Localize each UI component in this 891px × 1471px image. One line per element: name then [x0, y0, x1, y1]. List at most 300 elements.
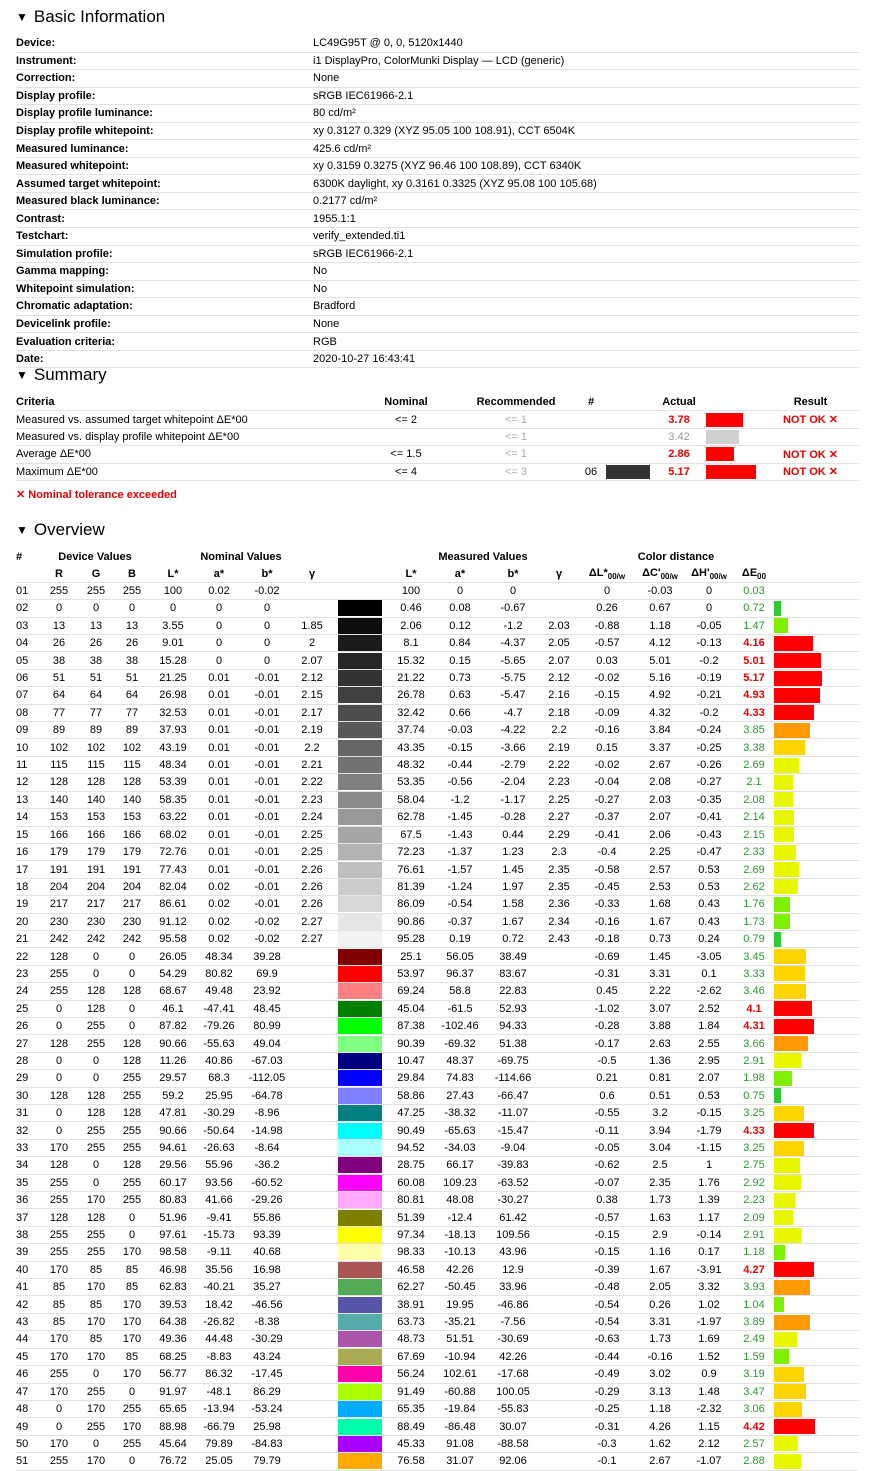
delta-c: 1.68	[636, 896, 684, 913]
delta-c: 2.06	[636, 826, 684, 843]
measured-gamma	[540, 600, 578, 617]
delta-h: 0.1	[684, 965, 734, 982]
nominal-gamma: 2.21	[292, 756, 332, 773]
nominal-gamma	[292, 1000, 332, 1017]
device-b: 0	[114, 1209, 150, 1226]
measured-gamma	[540, 1087, 578, 1104]
device-g: 170	[78, 1348, 114, 1365]
color-swatch	[338, 1331, 382, 1347]
delta-c: 3.13	[636, 1383, 684, 1400]
delta-e: 2.62	[734, 878, 774, 895]
basic-info-value: verify_extended.ti1	[313, 228, 859, 246]
nominal-b: -60.52	[242, 1174, 292, 1191]
delta-e-bar	[774, 1228, 801, 1243]
delta-l: -0.31	[578, 965, 636, 982]
device-b: 13	[114, 617, 150, 634]
basic-info-table	[16, 35, 859, 368]
nominal-gamma	[292, 1435, 332, 1452]
delta-l: -0.48	[578, 1279, 636, 1296]
measured-b: -9.04	[486, 1139, 540, 1156]
nominal-l: 29.56	[150, 1157, 196, 1174]
column-header: G	[78, 565, 114, 582]
overview-row	[16, 1400, 859, 1417]
device-r: 230	[40, 913, 78, 930]
overview-row	[16, 1209, 859, 1226]
device-b: 128	[114, 774, 150, 791]
device-g: 0	[78, 948, 114, 965]
color-swatch	[338, 1157, 382, 1173]
nominal-b: -53.24	[242, 1400, 292, 1417]
overview-group-header-row	[16, 549, 859, 565]
delta-h: -0.05	[684, 617, 734, 634]
overview-row	[16, 930, 859, 947]
device-g: 255	[78, 1418, 114, 1435]
device-r: 0	[40, 1105, 78, 1122]
measured-b: -17.68	[486, 1366, 540, 1383]
nominal-gamma: 2.22	[292, 774, 332, 791]
nominal-gamma	[292, 1366, 332, 1383]
collapse-triangle-icon[interactable]: ▼	[16, 368, 28, 382]
overview-row	[16, 948, 859, 965]
device-b: 128	[114, 983, 150, 1000]
nominal-b: 43.24	[242, 1348, 292, 1365]
nominal-l: 59.2	[150, 1087, 196, 1104]
nominal-b: -112.05	[242, 1070, 292, 1087]
summary-nominal	[356, 428, 456, 445]
delta-h: -3.05	[684, 948, 734, 965]
nominal-a: 68.3	[196, 1070, 242, 1087]
summary-section-header[interactable]	[16, 365, 107, 385]
column-header: L*	[388, 565, 434, 582]
device-g: 170	[78, 1192, 114, 1209]
measured-b: -88.58	[486, 1435, 540, 1452]
basic-section-title: Basic Information	[33, 7, 166, 26]
patch-number: 17	[16, 861, 40, 878]
measured-gamma	[540, 1244, 578, 1261]
device-b: 170	[114, 1296, 150, 1313]
measured-l: 88.49	[388, 1418, 434, 1435]
patch-number: 35	[16, 1174, 40, 1191]
basic-info-row	[16, 70, 859, 88]
nominal-gamma	[292, 948, 332, 965]
basic-info-value: xy 0.3127 0.329 (XYZ 95.05 100 108.91), CCT 6504K	[313, 122, 859, 140]
delta-h: -2.62	[684, 983, 734, 1000]
measured-l: 94.52	[388, 1139, 434, 1156]
measured-a: -34.03	[434, 1139, 486, 1156]
delta-e: 1.98	[734, 1070, 774, 1087]
delta-h: -2.32	[684, 1400, 734, 1417]
delta-e-bar	[774, 932, 781, 947]
device-g: 204	[78, 878, 114, 895]
device-g: 255	[78, 1226, 114, 1243]
patch-number: 47	[16, 1383, 40, 1400]
measured-l: 67.5	[388, 826, 434, 843]
delta-l: -0.57	[578, 1209, 636, 1226]
basic-info-row	[16, 350, 859, 368]
measured-l: 86.09	[388, 896, 434, 913]
patch-number: 04	[16, 635, 40, 652]
delta-e-bar	[774, 1036, 808, 1051]
measured-gamma: 2.2	[540, 722, 578, 739]
measured-l: 32.42	[388, 704, 434, 721]
measured-b: 1.45	[486, 861, 540, 878]
measured-l: 95.28	[388, 930, 434, 947]
delta-l: -0.62	[578, 1157, 636, 1174]
device-b: 255	[114, 1139, 150, 1156]
measured-l: 76.61	[388, 861, 434, 878]
summary-nominal: <= 1.5	[356, 446, 456, 463]
delta-e-bar	[774, 1019, 814, 1034]
nominal-l: 54.29	[150, 965, 196, 982]
delta-c: -0.03	[636, 582, 684, 599]
measured-l: 43.35	[388, 739, 434, 756]
collapse-triangle-icon[interactable]: ▼	[16, 10, 28, 24]
patch-number: 29	[16, 1070, 40, 1087]
summary-patch-number: 06	[576, 463, 606, 480]
measured-gamma: 2.23	[540, 774, 578, 791]
overview-row	[16, 1122, 859, 1139]
delta-e-bar	[774, 618, 788, 633]
delta-c: 1.18	[636, 617, 684, 634]
measured-b: 52.93	[486, 1000, 540, 1017]
overview-row	[16, 704, 859, 721]
delta-c: 2.08	[636, 774, 684, 791]
nominal-b: -0.01	[242, 722, 292, 739]
delta-e-bar	[774, 810, 794, 825]
color-swatch	[338, 1140, 382, 1156]
color-swatch	[338, 931, 382, 947]
delta-c: 1.67	[636, 913, 684, 930]
delta-l: 0.45	[578, 983, 636, 1000]
basic-info-row	[16, 140, 859, 158]
measured-b: -5.75	[486, 669, 540, 686]
delta-e: 0.75	[734, 1087, 774, 1104]
delta-c: 1.18	[636, 1400, 684, 1417]
delta-c: 3.31	[636, 965, 684, 982]
nominal-b: -36.2	[242, 1157, 292, 1174]
device-r: 13	[40, 617, 78, 634]
device-b: 128	[114, 1052, 150, 1069]
basic-info-row	[16, 122, 859, 140]
nominal-b: 49.04	[242, 1035, 292, 1052]
summary-patch-swatch	[606, 465, 650, 479]
measured-l: 60.08	[388, 1174, 434, 1191]
overview-row	[16, 1331, 859, 1348]
summary-criteria: Maximum ΔE*00	[16, 463, 356, 480]
measured-a: 74.83	[434, 1070, 486, 1087]
device-r: 255	[40, 1453, 78, 1470]
measured-a: 109.23	[434, 1174, 486, 1191]
delta-e-bar	[774, 862, 799, 877]
measured-gamma	[540, 965, 578, 982]
delta-e: 4.42	[734, 1418, 774, 1435]
measured-a: 0.08	[434, 600, 486, 617]
nominal-gamma	[292, 1192, 332, 1209]
measured-l: 38.91	[388, 1296, 434, 1313]
device-g: 13	[78, 617, 114, 634]
basic-info-label: Device:	[16, 35, 313, 52]
nominal-gamma: 2.25	[292, 843, 332, 860]
measured-b: -69.75	[486, 1052, 540, 1069]
patch-number: 01	[16, 582, 40, 599]
summary-actual-bar	[706, 430, 739, 444]
measured-l: 90.39	[388, 1035, 434, 1052]
device-b: 255	[114, 1192, 150, 1209]
measured-a: -60.88	[434, 1383, 486, 1400]
nominal-gamma	[292, 965, 332, 982]
delta-e-bar	[774, 1367, 804, 1382]
nominal-a: 0.01	[196, 704, 242, 721]
color-swatch	[338, 844, 382, 860]
color-swatch	[338, 1036, 382, 1052]
delta-h: 2.95	[684, 1052, 734, 1069]
delta-e: 3.66	[734, 1035, 774, 1052]
device-r: 0	[40, 1052, 78, 1069]
overview-row	[16, 1383, 859, 1400]
basic-info-value: xy 0.3159 0.3275 (XYZ 96.46 100 108.89), CCT 6340K	[313, 157, 859, 175]
delta-c: 3.88	[636, 1017, 684, 1034]
measured-b: -4.7	[486, 704, 540, 721]
overview-row	[16, 1453, 859, 1470]
overview-row	[16, 617, 859, 634]
delta-e: 3.47	[734, 1383, 774, 1400]
device-b: 0	[114, 1226, 150, 1243]
basic-info-value: None	[313, 70, 859, 88]
color-swatch	[338, 1279, 382, 1295]
measured-gamma: 2.29	[540, 826, 578, 843]
basic-info-row	[16, 175, 859, 193]
measured-a: -18.13	[434, 1226, 486, 1243]
nominal-a: 0.01	[196, 722, 242, 739]
delta-e-bar	[774, 966, 805, 981]
overview-row	[16, 1000, 859, 1017]
measured-l: 100	[388, 582, 434, 599]
device-b: 255	[114, 1174, 150, 1191]
basic-section-header[interactable]	[16, 7, 165, 27]
delta-e-bar	[774, 1245, 785, 1260]
device-b: 170	[114, 1313, 150, 1330]
delta-c: 2.25	[636, 843, 684, 860]
measured-gamma	[540, 1279, 578, 1296]
measured-b: -11.07	[486, 1105, 540, 1122]
measured-b: 83.67	[486, 965, 540, 982]
delta-e: 1.47	[734, 617, 774, 634]
device-g: 242	[78, 930, 114, 947]
nominal-l: 11.26	[150, 1052, 196, 1069]
nominal-gamma: 2.26	[292, 896, 332, 913]
patch-number: 51	[16, 1453, 40, 1470]
device-b: 0	[114, 1000, 150, 1017]
nominal-a: 25.05	[196, 1453, 242, 1470]
nominal-b: -46.56	[242, 1296, 292, 1313]
collapse-triangle-icon[interactable]: ▼	[16, 523, 28, 537]
delta-h: 0.24	[684, 930, 734, 947]
summary-actual-bar	[706, 447, 734, 461]
patch-number: 12	[16, 774, 40, 791]
delta-h: 1.69	[684, 1331, 734, 1348]
device-r: 64	[40, 687, 78, 704]
basic-info-value: 425.6 cd/m²	[313, 140, 859, 158]
delta-e: 3.89	[734, 1313, 774, 1330]
nominal-gamma	[292, 1209, 332, 1226]
delta-h: 0.17	[684, 1244, 734, 1261]
overview-row	[16, 1157, 859, 1174]
measured-b: -1.2	[486, 617, 540, 634]
nominal-l: 80.83	[150, 1192, 196, 1209]
basic-info-label: Gamma mapping:	[16, 263, 313, 281]
overview-row	[16, 1296, 859, 1313]
measured-a: -0.54	[434, 896, 486, 913]
device-b: 0	[114, 965, 150, 982]
nominal-gamma: 2.25	[292, 826, 332, 843]
device-b: 0	[114, 1383, 150, 1400]
device-b: 153	[114, 809, 150, 826]
delta-c: 0.73	[636, 930, 684, 947]
delta-l: -0.15	[578, 687, 636, 704]
device-r: 255	[40, 1226, 78, 1243]
nominal-a: 79.89	[196, 1435, 242, 1452]
measured-l: 0.46	[388, 600, 434, 617]
delta-h: 1.76	[684, 1174, 734, 1191]
patch-number: 46	[16, 1366, 40, 1383]
measured-a: 56.05	[434, 948, 486, 965]
measured-a: -10.13	[434, 1244, 486, 1261]
nominal-a: 0	[196, 635, 242, 652]
overview-section-header[interactable]	[16, 520, 105, 540]
measured-gamma: 2.22	[540, 756, 578, 773]
basic-info-label: Chromatic adaptation:	[16, 298, 313, 316]
nominal-l: 43.19	[150, 739, 196, 756]
summary-recommended: <= 1	[456, 428, 576, 445]
device-b: 115	[114, 756, 150, 773]
device-b: 170	[114, 1244, 150, 1261]
measured-l: 58.86	[388, 1087, 434, 1104]
device-b: 255	[114, 1400, 150, 1417]
nominal-b: 39.28	[242, 948, 292, 965]
delta-c: 2.5	[636, 1157, 684, 1174]
device-g: 255	[78, 1122, 114, 1139]
basic-info-row	[16, 87, 859, 105]
patch-number: 15	[16, 826, 40, 843]
distance-column-header: $\Delta E_{00}$	[734, 565, 774, 582]
measured-a: -86.48	[434, 1418, 486, 1435]
nominal-gamma	[292, 1279, 332, 1296]
delta-c: 1.73	[636, 1331, 684, 1348]
nominal-l: 45.64	[150, 1435, 196, 1452]
measured-l: 63.73	[388, 1313, 434, 1330]
device-r: 166	[40, 826, 78, 843]
patch-number: 20	[16, 913, 40, 930]
overview-row	[16, 687, 859, 704]
device-g: 170	[78, 1279, 114, 1296]
color-swatch	[338, 1123, 382, 1139]
basic-info-row	[16, 228, 859, 246]
distance-column-header: $\Delta L*_{00/w}$	[578, 565, 636, 582]
delta-c: 1.67	[636, 1261, 684, 1278]
nominal-a: 0.01	[196, 756, 242, 773]
delta-c: 1.45	[636, 948, 684, 965]
measured-l: 45.04	[388, 1000, 434, 1017]
delta-l: -0.09	[578, 704, 636, 721]
nominal-gamma: 2.27	[292, 930, 332, 947]
color-swatch	[338, 705, 382, 721]
delta-l: -0.28	[578, 1017, 636, 1034]
nominal-b: 80.99	[242, 1017, 292, 1034]
nominal-l: 95.58	[150, 930, 196, 947]
nominal-gamma	[292, 1052, 332, 1069]
patch-number: 11	[16, 756, 40, 773]
delta-l: -0.07	[578, 1174, 636, 1191]
device-b: 38	[114, 652, 150, 669]
nominal-a: -47.41	[196, 1000, 242, 1017]
summary-patch-number	[576, 428, 606, 445]
overview-row	[16, 1435, 859, 1452]
device-b: 0	[114, 600, 150, 617]
device-g: 0	[78, 1157, 114, 1174]
measured-a: -1.37	[434, 843, 486, 860]
nominal-a: 0.02	[196, 582, 242, 599]
delta-c: 3.94	[636, 1122, 684, 1139]
device-r: 255	[40, 582, 78, 599]
nominal-gamma	[292, 1035, 332, 1052]
measured-b: -114.66	[486, 1070, 540, 1087]
measured-b: -5.65	[486, 652, 540, 669]
color-swatch	[338, 1070, 382, 1086]
measured-a: -10.94	[434, 1348, 486, 1365]
measured-b: -30.69	[486, 1331, 540, 1348]
device-r: 128	[40, 1209, 78, 1226]
delta-e: 2.75	[734, 1157, 774, 1174]
delta-c: 2.57	[636, 861, 684, 878]
delta-e-bar	[774, 827, 794, 842]
delta-l: 0	[578, 582, 636, 599]
measured-b: -3.66	[486, 739, 540, 756]
patch-number: 41	[16, 1279, 40, 1296]
measured-gamma: 2.07	[540, 652, 578, 669]
device-b: 255	[114, 1087, 150, 1104]
nominal-gamma: 2.27	[292, 913, 332, 930]
delta-c: 3.04	[636, 1139, 684, 1156]
device-g: 85	[78, 1296, 114, 1313]
delta-h: -0.2	[684, 704, 734, 721]
device-b: 77	[114, 704, 150, 721]
overview-row	[16, 1174, 859, 1191]
delta-e: 2.69	[734, 756, 774, 773]
overview-row	[16, 739, 859, 756]
color-swatch	[338, 809, 382, 825]
delta-l: -0.1	[578, 1453, 636, 1470]
delta-c: 0.67	[636, 600, 684, 617]
delta-h: -0.13	[684, 635, 734, 652]
nominal-gamma	[292, 1296, 332, 1313]
delta-e-bar	[774, 1297, 784, 1312]
nominal-a: -26.82	[196, 1313, 242, 1330]
overview-row	[16, 756, 859, 773]
basic-info-row	[16, 157, 859, 175]
delta-c: 3.84	[636, 722, 684, 739]
device-g: 77	[78, 704, 114, 721]
summary-section-title: Summary	[33, 365, 107, 384]
basic-info-label: Measured black luminance:	[16, 192, 313, 210]
overview-row	[16, 1035, 859, 1052]
device-r: 170	[40, 1139, 78, 1156]
delta-h: -0.41	[684, 809, 734, 826]
nominal-b: -0.01	[242, 861, 292, 878]
overview-row	[16, 1244, 859, 1261]
measured-a: 42.26	[434, 1261, 486, 1278]
delta-e: 1.76	[734, 896, 774, 913]
measured-l: 8.1	[388, 635, 434, 652]
